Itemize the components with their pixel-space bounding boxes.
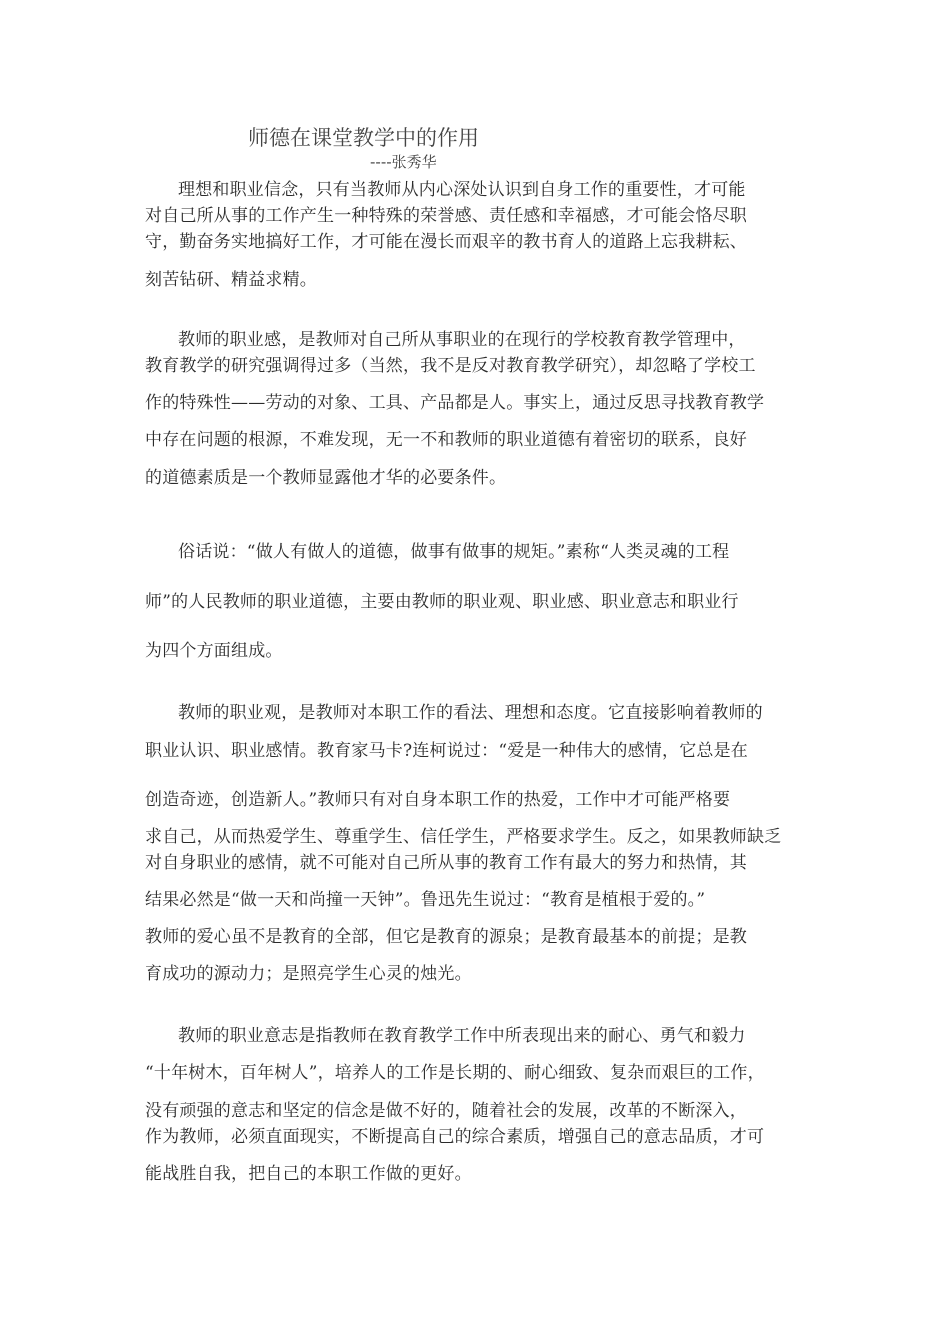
paragraph-line: 作的特殊性——劳动的对象、工具、产品都是人。事实上，通过反思寻找教育教学 — [145, 393, 765, 413]
paragraph-line: 职业认识、职业感情。教育家马卡?连柯说过：“爱是一种伟大的感情，它总是在 — [145, 741, 749, 761]
document-author: ----张秀华 — [370, 153, 437, 171]
paragraph-line: 师”的人民教师的职业道德，主要由教师的职业观、职业感、职业意志和职业行 — [145, 592, 739, 612]
paragraph-line: 守，勤奋务实地搞好工作，才可能在漫长而艰辛的教书育人的道路上忘我耕耘、 — [145, 232, 747, 252]
paragraph-line: 中存在问题的根源，不难发现，无一不和教师的职业道德有着密切的联系，良好 — [145, 430, 747, 450]
paragraph-line: 育成功的源动力；是照亮学生心灵的烛光。 — [145, 964, 472, 984]
paragraph-line: 为四个方面组成。 — [145, 641, 283, 661]
paragraph-line: 教师的职业意志是指教师在教育教学工作中所表现出来的耐心、勇气和毅力 — [178, 1026, 746, 1046]
document-title: 师德在课堂教学中的作用 — [248, 126, 479, 150]
paragraph-line: 对自己所从事的工作产生一种特殊的荣誉感、责任感和幸福感，才可能会恪尽职 — [145, 206, 747, 226]
paragraph-line: 对自身职业的感情，就不可能对自己所从事的教育工作有最大的努力和热情，其 — [145, 853, 747, 873]
paragraph-line: 俗话说：“做人有做人的道德，做事有做事的规矩。”素称“人类灵魂的工程 — [178, 542, 730, 562]
paragraph-line: 教育教学的研究强调得过多（当然，我不是反对教育教学研究），却忽略了学校工 — [145, 356, 756, 376]
paragraph-line: 没有顽强的意志和坚定的信念是做不好的，随着社会的发展，改革的不断深入， — [145, 1101, 747, 1121]
paragraph-line: 创造奇迹，创造新人。”教师只有对自身本职工作的热爱，工作中才可能严格要 — [145, 790, 731, 810]
paragraph-line: 教师的职业观，是教师对本职工作的看法、理想和态度。它直接影响着教师的 — [178, 703, 763, 723]
paragraph-line: 能战胜自我，把自己的本职工作做的更好。 — [145, 1164, 472, 1184]
paragraph-line: 的道德素质是一个教师显露他才华的必要条件。 — [145, 468, 507, 488]
paragraph-line: 求自己，从而热爱学生、尊重学生、信任学生，严格要求学生。反之，如果教师缺乏 — [145, 827, 782, 847]
paragraph-line: 结果必然是“做一天和尚撞一天钟”。鲁迅先生说过：“教育是植根于爱的。” — [145, 890, 706, 910]
paragraph-line: 教师的职业感，是教师对自己所从事职业的在现行的学校教育教学管理中， — [178, 330, 746, 350]
paragraph-line: 理想和职业信念，只有当教师从内心深处认识到自身工作的重要性，才可能 — [178, 180, 746, 200]
paragraph-line: 作为教师，必须直面现实，不断提高自己的综合素质，增强自己的意志品质，才可 — [145, 1127, 765, 1147]
paragraph-line: “十年树木，百年树人”，培养人的工作是长期的、耐心细致、复杂而艰巨的工作， — [145, 1063, 765, 1083]
paragraph-line: 教师的爱心虽不是教育的全部，但它是教育的源泉；是教育最基本的前提；是教 — [145, 927, 747, 947]
paragraph-line: 刻苦钻研、精益求精。 — [145, 270, 317, 290]
